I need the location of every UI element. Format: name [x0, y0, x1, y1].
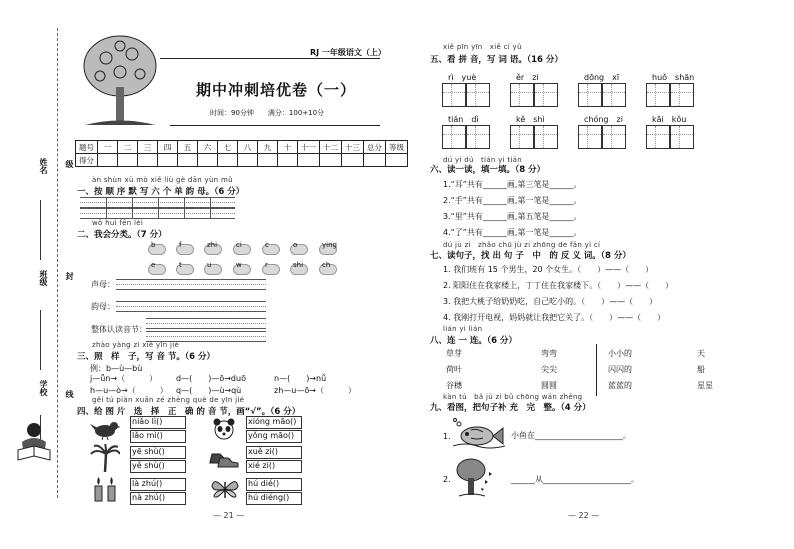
syllable-text: ying — [322, 241, 337, 249]
syllable-text: shi — [293, 261, 304, 269]
q8-word[interactable]: 船 — [697, 365, 705, 374]
score-input-cell[interactable] — [98, 154, 118, 167]
q5-word-pinyin: chóng zi — [584, 115, 623, 124]
q8-divider — [596, 344, 597, 396]
edition-tag: RJ 一年级语文（上） — [310, 48, 386, 57]
q9-heading: 九、看图，把句子补 充 完 整。（4 分） — [430, 403, 591, 413]
bird-image — [90, 418, 120, 440]
q8-word[interactable]: 圆圆 — [541, 381, 557, 390]
syllable-text: r — [265, 261, 268, 269]
q3-item-4[interactable]: h—u—ò→（ ） — [90, 386, 168, 395]
line-label: 线 — [65, 390, 74, 398]
exam-title: 期中冲刺培优卷（一） — [196, 81, 357, 99]
q6-item-4[interactable]: 4.“了”共有______画,第一笔是______。 — [443, 228, 582, 237]
class-write-line — [40, 310, 41, 370]
q9-item-2-text[interactable]: ______从______________________。 — [511, 475, 639, 484]
q5-pinyin: xiě pīn yīn xiě cí yǔ — [443, 43, 522, 51]
q2-zhengti-label: 整体认读音节： — [91, 325, 147, 334]
score-header-cell: 十三 — [342, 141, 364, 154]
name-label: 姓名 — [39, 158, 48, 174]
q7-item-3[interactable]: 3. 我把大桃子给奶奶吃，自己吃小的。（ ）——（ ） — [443, 297, 658, 306]
q7-pinyin: dú jù zi zhǎo chū jù zi zhōng de fǎn yì cí — [443, 241, 601, 249]
grade-label: 级 — [65, 160, 74, 168]
q5-writing-cell[interactable] — [510, 125, 534, 149]
score-input-cell[interactable] — [298, 154, 320, 167]
q9-item-2-number: 2. — [443, 475, 451, 484]
score-header-cell: 八 — [238, 141, 258, 154]
q3-item-2[interactable]: d—( )—ō→duō — [176, 374, 246, 383]
q5-writing-cell[interactable] — [442, 83, 466, 107]
q8-word[interactable]: 天 — [697, 349, 705, 358]
butterfly-image — [210, 476, 240, 502]
q4-option-text: hú dié() — [248, 479, 280, 488]
score-input-cell[interactable] — [342, 154, 364, 167]
q2-shengmu-label: 声母： — [91, 280, 115, 289]
q5-writing-cell[interactable] — [670, 83, 694, 107]
q5-writing-cell[interactable] — [442, 125, 466, 149]
score-header-cell: 等级 — [386, 141, 408, 154]
q8-word[interactable]: 弯弯 — [541, 349, 557, 358]
q2-heading: 二、我会分类。（7 分） — [77, 230, 167, 240]
palm-tree-image — [90, 444, 120, 472]
tree-falling-leaves-image — [453, 456, 493, 498]
q2-yunmu-line[interactable] — [116, 301, 266, 312]
q7-item-4[interactable]: 4. 我刚打开电视，妈妈就让我把它关了。（ ）——（ ） — [443, 313, 666, 322]
q8-word[interactable]: 蓝蓝的 — [608, 381, 632, 390]
syllable-text: u — [207, 261, 212, 269]
syllable-text: c — [265, 241, 269, 249]
q2-zhengti-line-1[interactable] — [146, 318, 266, 329]
q3-item-3[interactable]: n—( )→nǚ — [274, 374, 327, 383]
q5-writing-cell[interactable] — [602, 83, 626, 107]
q6-item-2[interactable]: 2.“手”共有______画,第一笔是______。 — [443, 196, 582, 205]
q8-word[interactable]: 荷叶 — [446, 365, 462, 374]
school-label: 学校 — [39, 380, 48, 396]
q8-pinyin: lián yi lián — [443, 325, 483, 333]
q4-option-text: xióng māo() — [248, 417, 297, 426]
score-header-cell: 三 — [138, 141, 158, 154]
score-input-cell[interactable] — [178, 154, 198, 167]
syllable-text: ch — [322, 261, 331, 269]
syllable-text: o — [293, 241, 298, 249]
syllable-text: f — [179, 241, 182, 249]
q4-option-text: yě shù() — [132, 461, 165, 470]
score-header-cell: 九 — [258, 141, 278, 154]
score-input-cell[interactable] — [364, 154, 386, 167]
binding-line — [57, 28, 58, 498]
score-row-label: 得分 — [76, 154, 98, 167]
q8-heading: 八、连 一 连。（6 分） — [430, 336, 518, 346]
syllable-text: t — [179, 261, 182, 269]
score-header-cell: 总分 — [364, 141, 386, 154]
q2-pinyin: wǒ huì fēn lèi — [92, 219, 144, 227]
syllable-text: w — [236, 261, 242, 269]
score-header-cell: 十 — [278, 141, 298, 154]
q9-pinyin: kàn tú bǎ jù zi bǔ chōng wán zhěng — [443, 393, 583, 401]
q8-word[interactable]: 草芽 — [446, 349, 462, 358]
panda-image — [210, 416, 238, 440]
score-header-cell: 七 — [218, 141, 238, 154]
right-page-number: — 22 — — [568, 511, 600, 520]
score-value-row — [76, 154, 408, 167]
score-header-cell: 十一 — [298, 141, 320, 154]
q4-option-text: là zhú() — [132, 479, 163, 488]
shoes-image — [208, 446, 240, 468]
q7-heading: 七、读句子，找 出 句 子 中 的 反 义 词。（8 分） — [430, 251, 631, 261]
syllable-text: ci — [236, 241, 242, 249]
q4-option-text: lǎo mì() — [132, 431, 163, 440]
q5-word-pinyin: ěr zi — [516, 73, 539, 82]
q5-writing-cell[interactable] — [466, 83, 490, 107]
q9-item-1-text[interactable]: 小鱼在______________________。 — [511, 431, 631, 440]
q1-pinyin: àn shùn xù mò xiě liù gè dān yùn mǔ — [92, 176, 233, 184]
q4-option-text: xuě zi() — [248, 447, 278, 456]
q8-word[interactable]: 谷穗 — [446, 381, 462, 390]
q8-word[interactable]: 尖尖 — [541, 365, 557, 374]
seal-label: 封 — [65, 272, 74, 280]
q4-option-text: hú diéng() — [248, 493, 290, 502]
q3-item-1[interactable]: j—ǖn→（ ） — [90, 374, 158, 383]
score-input-cell[interactable] — [238, 154, 258, 167]
q5-writing-cell[interactable] — [510, 83, 534, 107]
q2-shengmu-line[interactable] — [116, 279, 266, 290]
q5-writing-cell[interactable] — [646, 125, 670, 149]
q4-pinyin: gěi tú piàn xuǎn zé zhèng què de yīn jié — [92, 396, 245, 404]
q5-writing-cell[interactable] — [534, 83, 558, 107]
q5-writing-cell[interactable] — [466, 125, 490, 149]
q5-writing-cell[interactable] — [578, 125, 602, 149]
time-info: 时间：90分钟 满分：100+10分 — [210, 109, 325, 117]
score-input-cell[interactable] — [118, 154, 138, 167]
syllable-text: e — [151, 261, 156, 269]
q8-word[interactable]: 小小的 — [608, 349, 632, 358]
q7-item-1[interactable]: 1. 我们班有 15 个男生，20 个女生。（ ）——（ ） — [443, 265, 654, 274]
q3-heading: 三、照 样 子，写 音 节。（6 分） — [77, 352, 216, 362]
score-input-cell[interactable] — [198, 154, 218, 167]
score-header-cell: 十二 — [320, 141, 342, 154]
score-input-cell[interactable] — [218, 154, 238, 167]
q3-item-5[interactable]: q—( )—ù→qù — [176, 386, 242, 395]
score-header-cell: 二 — [118, 141, 138, 154]
q5-word-pinyin: huǒ shān — [652, 73, 695, 82]
q7-item-2[interactable]: 2. 阳阳住在我家楼上，丁丁住在我家楼下。（ ）——（ ） — [443, 281, 674, 290]
q4-option-text: niǎo lì() — [132, 417, 163, 426]
q4-option-text: nà zhú() — [132, 493, 166, 502]
q3-pinyin: zhào yàng zi xiě yīn jié — [92, 341, 180, 349]
q3-example: 例：b—ù—bù — [90, 364, 143, 373]
q4-heading: 四、给 图 片 选 择 正 确 的 音 节，画“√”。（6 分） — [77, 407, 301, 417]
q5-word-pinyin: kāi kǒu — [652, 115, 687, 124]
score-header-cell: 一 — [98, 141, 118, 154]
q5-writing-cell[interactable] — [534, 125, 558, 149]
q6-item-3[interactable]: 3.“里”共有______画,第五笔是______。 — [443, 212, 582, 221]
q6-pinyin: dú yi dú tián yi tián — [443, 156, 522, 164]
q6-heading: 六、读一读，填一填。（8 分） — [430, 165, 546, 175]
score-header-cell: 六 — [198, 141, 218, 154]
class-label: 班级 — [39, 270, 48, 286]
name-write-line — [40, 200, 41, 260]
q6-item-1[interactable]: 1.“耳”共有______画,第三笔是______。 — [443, 180, 582, 189]
score-header-row — [76, 141, 408, 154]
left-page-number: — 21 — — [213, 511, 245, 520]
q5-word-pinyin: tián dì — [448, 115, 479, 124]
reading-child-illustration — [14, 420, 54, 465]
score-header-cell: 四 — [158, 141, 178, 154]
score-input-cell[interactable] — [278, 154, 298, 167]
score-table — [75, 140, 408, 167]
score-input-cell[interactable] — [320, 154, 342, 167]
score-input-cell[interactable] — [386, 154, 408, 167]
q4-option-text: yǒng māo() — [248, 431, 295, 440]
q5-writing-cell[interactable] — [578, 83, 602, 107]
q8-word[interactable]: 闪闪的 — [608, 365, 632, 374]
q4-option-text: yē shù() — [132, 447, 165, 456]
q5-word-pinyin: kě shì — [516, 115, 545, 124]
q3-item-6[interactable]: zh—u—ō→（ ） — [274, 386, 356, 395]
header-rule — [160, 58, 380, 59]
q9-item-1-number: 1. — [443, 432, 451, 441]
q5-word-pinyin: rì yuè — [448, 73, 477, 82]
q5-word-pinyin: dōng xī — [584, 73, 620, 82]
syllable-text: zhi — [207, 241, 218, 249]
candles-image — [90, 476, 120, 502]
score-input-cell[interactable] — [258, 154, 278, 167]
q1-heading: 一、按 顺 序 默 写 六 个 单 韵 母。（6 分） — [77, 187, 245, 197]
q5-heading: 五、看 拼 音，写 词 语。（16 分） — [430, 55, 563, 65]
q8-word[interactable]: 星星 — [697, 381, 713, 390]
score-input-cell[interactable] — [138, 154, 158, 167]
fish-image — [453, 418, 505, 450]
syllable-text: b — [151, 241, 156, 249]
tree-illustration — [80, 32, 160, 127]
q5-writing-cell[interactable] — [670, 125, 694, 149]
header-rule-bottom — [170, 125, 380, 126]
q5-writing-cell[interactable] — [646, 83, 670, 107]
score-input-cell[interactable] — [158, 154, 178, 167]
score-header-cell: 题号 — [76, 141, 98, 154]
q5-writing-cell[interactable] — [602, 125, 626, 149]
q4-option-text: xié zi() — [248, 461, 276, 470]
score-header-cell: 五 — [178, 141, 198, 154]
q2-yunmu-label: 韵母： — [91, 302, 115, 311]
